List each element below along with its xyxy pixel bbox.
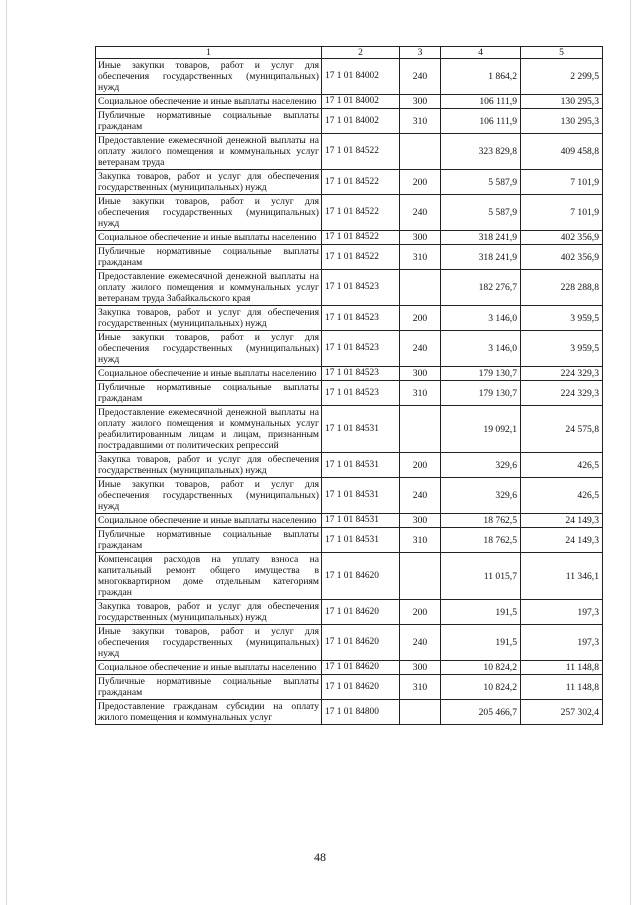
row-expense-type-cell: 310: [400, 381, 441, 406]
table-row: [96, 553, 603, 600]
page-number: 48: [314, 850, 326, 864]
row-name-cell: Публичные нормативные социальные выплаты гражданам: [96, 675, 322, 700]
row-value-col5-cell: 11 148,8: [521, 661, 603, 675]
row-expense-type-cell: [400, 553, 441, 600]
row-value-col4-cell: 182 276,7: [441, 270, 521, 306]
table-row: [96, 231, 603, 245]
row-code-cell: 17 1 01 84531: [322, 453, 400, 478]
row-value-col4-cell: 318 241,9: [441, 245, 521, 270]
table-row: [96, 661, 603, 675]
row-expense-type-cell: 310: [400, 109, 441, 134]
row-code-cell: 17 1 01 84620: [322, 600, 400, 625]
row-name-cell: Социальное обеспечение и иные выплаты населению: [96, 514, 322, 528]
table-row: [96, 478, 603, 514]
row-expense-type-cell: 240: [400, 625, 441, 661]
row-name-cell: Закупка товаров, работ и услуг для обеспечения государственных (муниципальных) нужд: [96, 170, 322, 195]
row-value-col5-cell: 426,5: [521, 453, 603, 478]
table-row: [96, 109, 603, 134]
row-expense-type-cell: 300: [400, 367, 441, 381]
row-expense-type-cell: 310: [400, 245, 441, 270]
row-name-cell: Публичные нормативные социальные выплаты гражданам: [96, 528, 322, 553]
row-value-col4-cell: 106 111,9: [441, 95, 521, 109]
row-expense-type-cell: [400, 134, 441, 170]
table-row: [96, 406, 603, 453]
row-value-col4-cell: 191,5: [441, 600, 521, 625]
row-name-cell: Компенсация расходов на уплату взноса на капитальный ремонт общего имущества в многоквартирном доме отдельным категориям граждан: [96, 553, 322, 600]
row-value-col5-cell: 130 295,3: [521, 95, 603, 109]
row-code-cell: 17 1 01 84531: [322, 478, 400, 514]
row-value-col4-cell: 10 824,2: [441, 675, 521, 700]
row-value-col5-cell: 402 356,9: [521, 245, 603, 270]
row-name-cell: Предоставление ежемесячной денежной выплаты на оплату жилого помещения и коммунальных услуг реабилитированным лицам и лицам, признанным пострадавшими от политических репрессий: [96, 406, 322, 453]
row-value-col4-cell: 18 762,5: [441, 528, 521, 553]
row-name-cell: Предоставление гражданам субсидии на оплату жилого помещения и коммунальных услуг: [96, 700, 322, 725]
row-expense-type-cell: 310: [400, 528, 441, 553]
row-value-col5-cell: 11 346,1: [521, 553, 603, 600]
row-value-col4-cell: 179 130,7: [441, 367, 521, 381]
row-value-col4-cell: 329,6: [441, 478, 521, 514]
row-name-cell: Иные закупки товаров, работ и услуг для обеспечения государственных (муниципальных) нужд: [96, 331, 322, 367]
row-code-cell: 17 1 01 84531: [322, 406, 400, 453]
row-expense-type-cell: 240: [400, 59, 441, 95]
row-code-cell: 17 1 01 84620: [322, 553, 400, 600]
row-code-cell: 17 1 01 84522: [322, 134, 400, 170]
row-code-cell: 17 1 01 84620: [322, 625, 400, 661]
row-code-cell: 17 1 01 84523: [322, 306, 400, 331]
row-value-col5-cell: 130 295,3: [521, 109, 603, 134]
table-row: [96, 453, 603, 478]
row-name-cell: Иные закупки товаров, работ и услуг для обеспечения государственных (муниципальных) нужд: [96, 478, 322, 514]
row-expense-type-cell: 200: [400, 306, 441, 331]
row-expense-type-cell: [400, 270, 441, 306]
table-row: [96, 367, 603, 381]
row-name-cell: Закупка товаров, работ и услуг для обеспечения государственных (муниципальных) нужд: [96, 306, 322, 331]
row-expense-type-cell: 300: [400, 95, 441, 109]
row-value-col5-cell: 24 149,3: [521, 528, 603, 553]
row-expense-type-cell: [400, 700, 441, 725]
row-code-cell: 17 1 01 84522: [322, 245, 400, 270]
row-expense-type-cell: 240: [400, 478, 441, 514]
row-value-col4-cell: 179 130,7: [441, 381, 521, 406]
row-code-cell: 17 1 01 84522: [322, 231, 400, 245]
row-code-cell: 17 1 01 84531: [322, 514, 400, 528]
row-value-col5-cell: 2 299,5: [521, 59, 603, 95]
row-value-col4-cell: 10 824,2: [441, 661, 521, 675]
row-value-col5-cell: 3 959,5: [521, 331, 603, 367]
row-value-col4-cell: 106 111,9: [441, 109, 521, 134]
row-value-col4-cell: 3 146,0: [441, 331, 521, 367]
row-name-cell: Социальное обеспечение и иные выплаты населению: [96, 231, 322, 245]
row-value-col4-cell: 205 466,7: [441, 700, 521, 725]
row-value-col5-cell: 409 458,8: [521, 134, 603, 170]
row-value-col4-cell: 329,6: [441, 453, 521, 478]
row-code-cell: 17 1 01 84002: [322, 95, 400, 109]
row-code-cell: 17 1 01 84531: [322, 528, 400, 553]
table-row: [96, 270, 603, 306]
row-name-cell: Иные закупки товаров, работ и услуг для обеспечения государственных (муниципальных) нужд: [96, 195, 322, 231]
row-value-col5-cell: 224 329,3: [521, 381, 603, 406]
row-value-col5-cell: 228 288,8: [521, 270, 603, 306]
table-row: [96, 331, 603, 367]
row-code-cell: 17 1 01 84002: [322, 59, 400, 95]
table-row: [96, 59, 603, 95]
table-row: [96, 195, 603, 231]
row-value-col4-cell: 318 241,9: [441, 231, 521, 245]
table-row: [96, 600, 603, 625]
row-name-cell: Закупка товаров, работ и услуг для обеспечения государственных (муниципальных) нужд: [96, 600, 322, 625]
row-name-cell: Предоставление ежемесячной денежной выплаты на оплату жилого помещения и коммунальных услуг ветеранам труда: [96, 134, 322, 170]
header-col-3: 3: [400, 47, 441, 59]
table-row: [96, 134, 603, 170]
row-name-cell: Иные закупки товаров, работ и услуг для обеспечения государственных (муниципальных) нужд: [96, 59, 322, 95]
row-expense-type-cell: [400, 406, 441, 453]
table-row: [96, 170, 603, 195]
row-code-cell: 17 1 01 84002: [322, 109, 400, 134]
row-code-cell: 17 1 01 84800: [322, 700, 400, 725]
row-expense-type-cell: 300: [400, 231, 441, 245]
row-value-col5-cell: 197,3: [521, 600, 603, 625]
row-code-cell: 17 1 01 84522: [322, 170, 400, 195]
row-value-col5-cell: 24 575,8: [521, 406, 603, 453]
row-code-cell: 17 1 01 84523: [322, 367, 400, 381]
scan-edge-left: [6, 0, 7, 905]
table-row: [96, 95, 603, 109]
row-name-cell: Закупка товаров, работ и услуг для обеспечения государственных (муниципальных) нужд: [96, 453, 322, 478]
table-row: [96, 700, 603, 725]
row-expense-type-cell: 200: [400, 170, 441, 195]
row-value-col5-cell: 11 148,8: [521, 675, 603, 700]
row-name-cell: Иные закупки товаров, работ и услуг для обеспечения государственных (муниципальных) нужд: [96, 625, 322, 661]
row-value-col4-cell: 3 146,0: [441, 306, 521, 331]
row-value-col4-cell: 1 864,2: [441, 59, 521, 95]
table-row: [96, 675, 603, 700]
row-value-col5-cell: 7 101,9: [521, 195, 603, 231]
row-expense-type-cell: 300: [400, 514, 441, 528]
header-col-2: 2: [322, 47, 400, 59]
row-value-col4-cell: 5 587,9: [441, 170, 521, 195]
row-name-cell: Публичные нормативные социальные выплаты гражданам: [96, 381, 322, 406]
table-row: [96, 245, 603, 270]
row-value-col5-cell: 197,3: [521, 625, 603, 661]
row-code-cell: 17 1 01 84523: [322, 381, 400, 406]
row-name-cell: Публичные нормативные социальные выплаты гражданам: [96, 109, 322, 134]
row-value-col5-cell: 7 101,9: [521, 170, 603, 195]
row-name-cell: Социальное обеспечение и иные выплаты населению: [96, 95, 322, 109]
row-name-cell: Социальное обеспечение и иные выплаты населению: [96, 661, 322, 675]
table-header-row: [96, 47, 603, 59]
table-row: [96, 306, 603, 331]
row-code-cell: 17 1 01 84523: [322, 331, 400, 367]
header-col-1: 1: [96, 47, 322, 59]
row-code-cell: 17 1 01 84523: [322, 270, 400, 306]
row-expense-type-cell: 300: [400, 661, 441, 675]
row-value-col4-cell: 191,5: [441, 625, 521, 661]
row-code-cell: 17 1 01 84620: [322, 661, 400, 675]
header-col-4: 4: [441, 47, 521, 59]
scan-edge-right: [630, 0, 631, 905]
table-row: [96, 514, 603, 528]
budget-table: [95, 46, 603, 725]
row-value-col4-cell: 11 015,7: [441, 553, 521, 600]
row-value-col4-cell: 19 092,1: [441, 406, 521, 453]
row-expense-type-cell: 200: [400, 600, 441, 625]
row-expense-type-cell: 200: [400, 453, 441, 478]
header-col-5: 5: [521, 47, 603, 59]
row-value-col5-cell: 224 329,3: [521, 367, 603, 381]
row-value-col4-cell: 18 762,5: [441, 514, 521, 528]
table-row: [96, 625, 603, 661]
table-row: [96, 528, 603, 553]
row-expense-type-cell: 240: [400, 195, 441, 231]
row-value-col5-cell: 426,5: [521, 478, 603, 514]
row-expense-type-cell: 240: [400, 331, 441, 367]
row-name-cell: Социальное обеспечение и иные выплаты населению: [96, 367, 322, 381]
row-value-col4-cell: 5 587,9: [441, 195, 521, 231]
row-name-cell: Публичные нормативные социальные выплаты гражданам: [96, 245, 322, 270]
row-value-col5-cell: 24 149,3: [521, 514, 603, 528]
row-name-cell: Предоставление ежемесячной денежной выплаты на оплату жилого помещения и коммунальных услуг ветеранам труда Забайкальского края: [96, 270, 322, 306]
row-value-col4-cell: 323 829,8: [441, 134, 521, 170]
row-code-cell: 17 1 01 84620: [322, 675, 400, 700]
row-code-cell: 17 1 01 84522: [322, 195, 400, 231]
row-value-col5-cell: 402 356,9: [521, 231, 603, 245]
row-expense-type-cell: 310: [400, 675, 441, 700]
row-value-col5-cell: 257 302,4: [521, 700, 603, 725]
row-value-col5-cell: 3 959,5: [521, 306, 603, 331]
table-row: [96, 381, 603, 406]
